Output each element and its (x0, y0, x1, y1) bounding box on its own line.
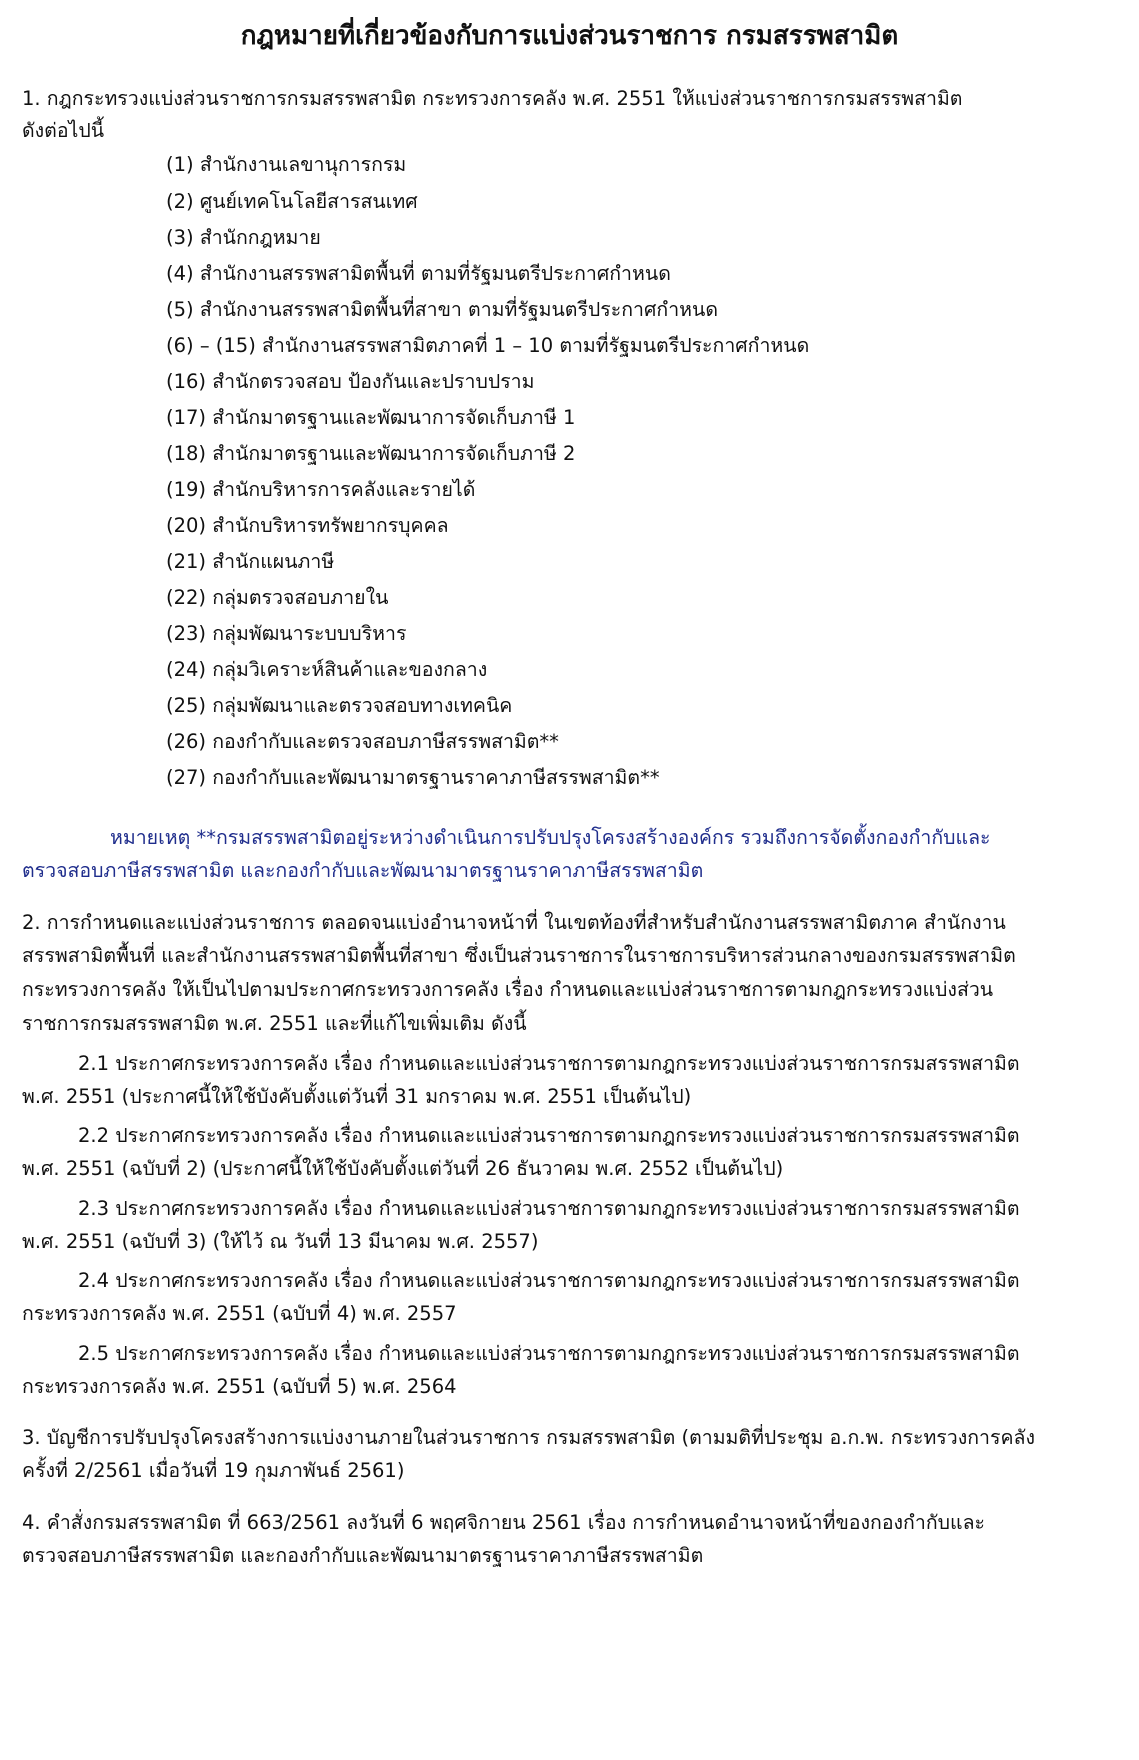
section-3-line-1: 3. บัญชีการปรับปรุงโครงสร้างการแบ่งงานภายในส่วนราชการ กรมสรรพสามิต (ตามมติที่ประชุม อ.ก.พ. กระทรวงการคลัง (22, 1426, 1036, 1449)
list-item: (17) สำนักมาตรฐานและพัฒนาการจัดเก็บภาษี 1 (166, 406, 576, 429)
section-4-line-1: 4. คำสั่งกรมสรรพสามิต ที่ 663/2561 ลงวันที่ 6 พฤศจิกายน 2561 เรื่อง การกำหนดอำนาจหน้าที่ของกองกำกับและ (22, 1511, 985, 1534)
list-item: (6) – (15) สำนักงานสรรพสามิตภาคที่ 1 – 10 ตามที่รัฐมนตรีประกาศกำหนด (166, 334, 810, 357)
list-item: (2) ศูนย์เทคโนโลยีสารสนเทศ (166, 190, 418, 213)
subsection-2-4-line-2: กระทรวงการคลัง พ.ศ. 2551 (ฉบับที่ 4) พ.ศ. 2557 (22, 1302, 457, 1325)
page-title: กฎหมายที่เกี่ยวข้องกับการแบ่งส่วนราชการ กรมสรรพสามิต (240, 21, 899, 51)
subsection-2-3-line-2: พ.ศ. 2551 (ฉบับที่ 3) (ให้ไว้ ณ วันที่ 13 มีนาคม พ.ศ. 2557) (22, 1230, 539, 1253)
list-item: (26) กองกำกับและตรวจสอบภาษีสรรพสามิต** (166, 730, 559, 753)
list-item: (5) สำนักงานสรรพสามิตพื้นที่สาขา ตามที่รัฐมนตรีประกาศกำหนด (166, 298, 718, 321)
list-item: (18) สำนักมาตรฐานและพัฒนาการจัดเก็บภาษี 2 (166, 442, 576, 465)
subsection-2-2-line-1: 2.2 ประกาศกระทรวงการคลัง เรื่อง กำหนดและแบ่งส่วนราชการตามกฎกระทรวงแบ่งส่วนราชการกรมสรรพสามิต (78, 1124, 1020, 1147)
list-item: (27) กองกำกับและพัฒนามาตรฐานราคาภาษีสรรพสามิต** (166, 766, 660, 789)
note-line-2: ตรวจสอบภาษีสรรพสามิต และกองกำกับและพัฒนามาตรฐานราคาภาษีสรรพสามิต (22, 859, 704, 882)
list-item: (25) กลุ่มพัฒนาและตรวจสอบทางเทคนิค (166, 694, 513, 717)
section-2-line-3: กระทรวงการคลัง ให้เป็นไปตามประกาศกระทรวงการคลัง เรื่อง กำหนดและแบ่งส่วนราชการตามกฎกระทรวงแบ่งส่วน (22, 978, 994, 1001)
list-item: (21) สำนักแผนภาษี (166, 550, 335, 573)
list-item: (4) สำนักงานสรรพสามิตพื้นที่ ตามที่รัฐมนตรีประกาศกำหนด (166, 262, 671, 285)
note-line-1: หมายเหตุ **กรมสรรพสามิตอยู่ระหว่างดำเนินการปรับปรุงโครงสร้างองค์กร รวมถึงการจัดตั้งกองกำกับและ (110, 826, 991, 849)
section-2-line-1: 2. การกำหนดและแบ่งส่วนราชการ ตลอดจนแบ่งอำนาจหน้าที่ ในเขตท้องที่สำหรับสำนักงานสรรพสามิตภาค สำนักงาน (22, 911, 1006, 934)
subsection-2-1-line-1: 2.1 ประกาศกระทรวงการคลัง เรื่อง กำหนดและแบ่งส่วนราชการตามกฎกระทรวงแบ่งส่วนราชการกรมสรรพสามิต (78, 1052, 1020, 1075)
list-item: (22) กลุ่มตรวจสอบภายใน (166, 586, 389, 609)
subsection-2-2-line-2: พ.ศ. 2551 (ฉบับที่ 2) (ประกาศนี้ให้ใช้บังคับตั้งแต่วันที่ 26 ธันวาคม พ.ศ. 2552 เป็นต้นไป) (22, 1157, 784, 1180)
section-2-line-4: ราชการกรมสรรพสามิต พ.ศ. 2551 และที่แก้ไขเพิ่มเติม ดังนี้ (22, 1012, 527, 1035)
section-2-line-2: สรรพสามิตพื้นที่ และสำนักงานสรรพสามิตพื้นที่สาขา ซึ่งเป็นส่วนราชการในราชการบริหารส่วนกลางของกรมสรรพสามิต (22, 944, 1016, 967)
subsection-2-5-line-2: กระทรวงการคลัง พ.ศ. 2551 (ฉบับที่ 5) พ.ศ. 2564 (22, 1375, 457, 1398)
subsection-2-3-line-1: 2.3 ประกาศกระทรวงการคลัง เรื่อง กำหนดและแบ่งส่วนราชการตามกฎกระทรวงแบ่งส่วนราชการกรมสรรพสามิต (78, 1197, 1020, 1220)
subsection-2-5-line-1: 2.5 ประกาศกระทรวงการคลัง เรื่อง กำหนดและแบ่งส่วนราชการตามกฎกระทรวงแบ่งส่วนราชการกรมสรรพสามิต (78, 1342, 1020, 1365)
list-item: (3) สำนักกฎหมาย (166, 226, 321, 249)
list-item: (24) กลุ่มวิเคราะห์สินค้าและของกลาง (166, 658, 488, 681)
list-item: (1) สำนักงานเลขานุการกรม (166, 153, 407, 176)
section-4-line-2: ตรวจสอบภาษีสรรพสามิต และกองกำกับและพัฒนามาตรฐานราคาภาษีสรรพสามิต (22, 1544, 704, 1567)
list-item: (23) กลุ่มพัฒนาระบบบริหาร (166, 622, 407, 645)
list-item: (16) สำนักตรวจสอบ ป้องกันและปราบปราม (166, 370, 535, 393)
list-item: (20) สำนักบริหารทรัพยากรบุคคล (166, 514, 449, 537)
section-1-intro-line-1: 1. กฎกระทรวงแบ่งส่วนราชการกรมสรรพสามิต กระทรวงการคลัง พ.ศ. 2551 ให้แบ่งส่วนราชการกรมสรรพสามิต (22, 87, 963, 110)
subsection-2-4-line-1: 2.4 ประกาศกระทรวงการคลัง เรื่อง กำหนดและแบ่งส่วนราชการตามกฎกระทรวงแบ่งส่วนราชการกรมสรรพสามิต (78, 1269, 1020, 1292)
section-3-line-2: ครั้งที่ 2/2561 เมื่อวันที่ 19 กุมภาพันธ์ 2561) (22, 1459, 405, 1482)
list-item: (19) สำนักบริหารการคลังและรายได้ (166, 478, 476, 501)
section-1-intro-line-2: ดังต่อไปนี้ (22, 119, 105, 142)
subsection-2-1-line-2: พ.ศ. 2551 (ประกาศนี้ให้ใช้บังคับตั้งแต่วันที่ 31 มกราคม พ.ศ. 2551 เป็นต้นไป) (22, 1085, 692, 1108)
